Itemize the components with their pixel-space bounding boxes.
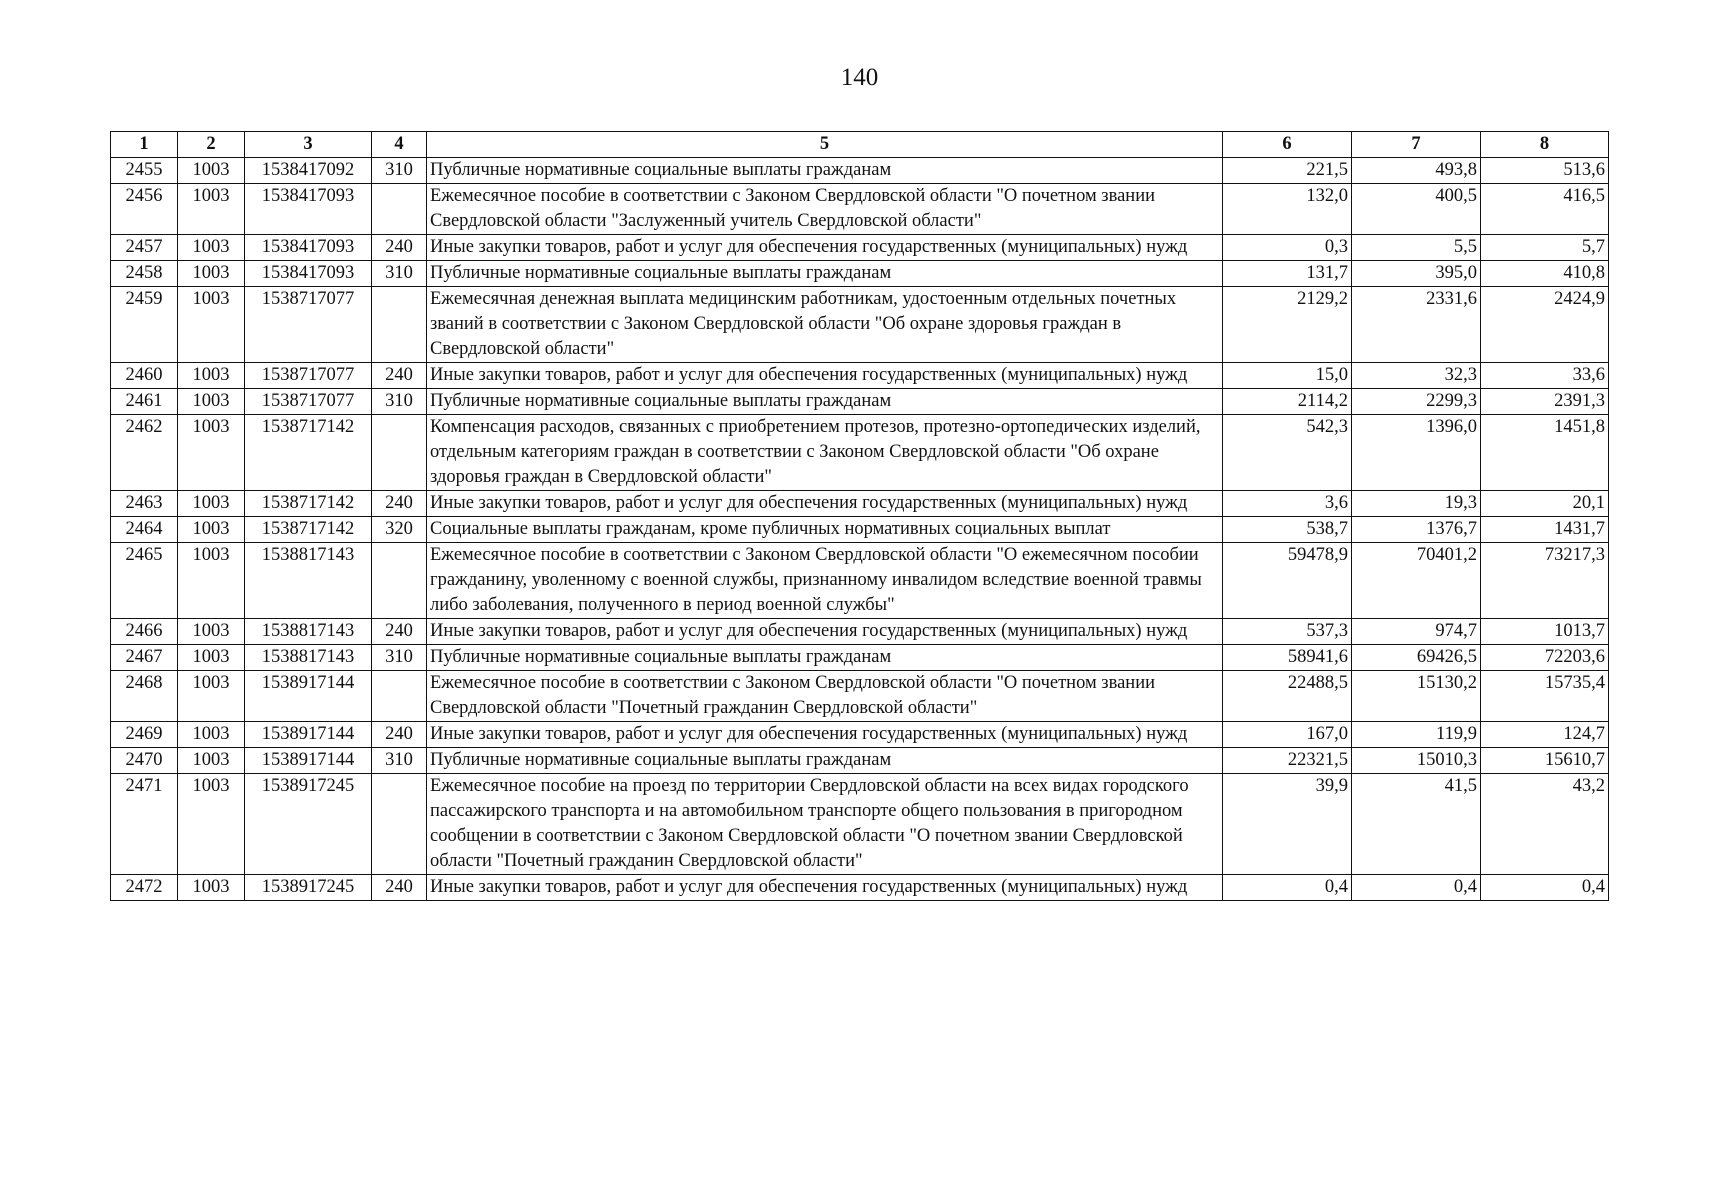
amount-col7-cell: 15130,2 — [1352, 671, 1481, 722]
amount-col6-cell: 0,3 — [1223, 235, 1352, 261]
amount-col7-cell: 69426,5 — [1352, 645, 1481, 671]
amount-col7-cell: 15010,3 — [1352, 748, 1481, 774]
amount-col7-cell: 1376,7 — [1352, 517, 1481, 543]
target-article-cell: 1538717142 — [245, 517, 372, 543]
row-number-cell: 2458 — [111, 261, 178, 287]
row-number-cell: 2459 — [111, 287, 178, 363]
header-cell-6: 6 — [1223, 132, 1352, 158]
table-row — [111, 722, 1609, 748]
expense-type-cell: 310 — [372, 389, 427, 415]
table-row — [111, 235, 1609, 261]
row-number-cell: 2469 — [111, 722, 178, 748]
amount-col6-cell: 39,9 — [1223, 774, 1352, 875]
expense-type-cell: 310 — [372, 645, 427, 671]
description-cell: Иные закупки товаров, работ и услуг для обеспечения государственных (муниципальных) нужд — [427, 722, 1223, 748]
amount-col8-cell: 2391,3 — [1481, 389, 1609, 415]
amount-col6-cell: 59478,9 — [1223, 543, 1352, 619]
amount-col7-cell: 400,5 — [1352, 184, 1481, 235]
amount-col7-cell: 32,3 — [1352, 363, 1481, 389]
expense-type-cell: 240 — [372, 491, 427, 517]
expense-type-cell — [372, 774, 427, 875]
target-article-cell: 1538817143 — [245, 645, 372, 671]
description-cell: Иные закупки товаров, работ и услуг для обеспечения государственных (муниципальных) нужд — [427, 491, 1223, 517]
row-number-cell: 2471 — [111, 774, 178, 875]
row-number-cell: 2463 — [111, 491, 178, 517]
expense-type-cell — [372, 671, 427, 722]
amount-col8-cell: 0,4 — [1481, 875, 1609, 901]
table-row — [111, 875, 1609, 901]
target-article-cell: 1538717142 — [245, 415, 372, 491]
amount-col8-cell: 1451,8 — [1481, 415, 1609, 491]
amount-col6-cell: 131,7 — [1223, 261, 1352, 287]
target-article-cell: 1538917144 — [245, 748, 372, 774]
amount-col8-cell: 20,1 — [1481, 491, 1609, 517]
header-cell-3: 3 — [245, 132, 372, 158]
amount-col6-cell: 537,3 — [1223, 619, 1352, 645]
amount-col8-cell: 15735,4 — [1481, 671, 1609, 722]
amount-col6-cell: 538,7 — [1223, 517, 1352, 543]
amount-col8-cell: 72203,6 — [1481, 645, 1609, 671]
table-row — [111, 389, 1609, 415]
amount-col8-cell: 43,2 — [1481, 774, 1609, 875]
amount-col7-cell: 41,5 — [1352, 774, 1481, 875]
expense-type-cell: 240 — [372, 363, 427, 389]
description-cell: Иные закупки товаров, работ и услуг для обеспечения государственных (муниципальных) нужд — [427, 363, 1223, 389]
description-cell: Ежемесячное пособие в соответствии с Законом Свердловской области "О почетном звании Свердловской области "Почетный гражданин Свердловской области" — [427, 671, 1223, 722]
page-number: 140 — [840, 64, 879, 91]
amount-col7-cell: 0,4 — [1352, 875, 1481, 901]
header-cell-5: 5 — [427, 132, 1223, 158]
section-code-cell: 1003 — [178, 363, 245, 389]
description-cell: Публичные нормативные социальные выплаты гражданам — [427, 645, 1223, 671]
amount-col8-cell: 2424,9 — [1481, 287, 1609, 363]
header-cell-1: 1 — [111, 132, 178, 158]
expense-type-cell: 310 — [372, 158, 427, 184]
row-number-cell: 2465 — [111, 543, 178, 619]
amount-col8-cell: 73217,3 — [1481, 543, 1609, 619]
description-cell: Иные закупки товаров, работ и услуг для обеспечения государственных (муниципальных) нужд — [427, 235, 1223, 261]
target-article-cell: 1538417092 — [245, 158, 372, 184]
expense-type-cell: 310 — [372, 261, 427, 287]
table-row — [111, 645, 1609, 671]
amount-col6-cell: 132,0 — [1223, 184, 1352, 235]
amount-col8-cell: 410,8 — [1481, 261, 1609, 287]
amount-col8-cell: 5,7 — [1481, 235, 1609, 261]
row-number-cell: 2464 — [111, 517, 178, 543]
amount-col7-cell: 2331,6 — [1352, 287, 1481, 363]
table-row — [111, 287, 1609, 363]
description-cell: Иные закупки товаров, работ и услуг для обеспечения государственных (муниципальных) нужд — [427, 619, 1223, 645]
target-article-cell: 1538917245 — [245, 875, 372, 901]
amount-col7-cell: 2299,3 — [1352, 389, 1481, 415]
expense-type-cell — [372, 287, 427, 363]
amount-col6-cell: 542,3 — [1223, 415, 1352, 491]
header-row — [111, 132, 1609, 158]
description-cell: Ежемесячное пособие на проезд по территории Свердловской области на всех видах городского пассажирского транспорта и на автомобильном транспорте общего пользования в пригородном сообщении в соответствии с Законом Свердловской области "О почетном звании Свердловской области "Почетный гражданин Свердловской области" — [427, 774, 1223, 875]
amount-col6-cell: 58941,6 — [1223, 645, 1352, 671]
target-article-cell: 1538917144 — [245, 722, 372, 748]
table-row — [111, 491, 1609, 517]
amount-col8-cell: 15610,7 — [1481, 748, 1609, 774]
description-cell: Публичные нормативные социальные выплаты гражданам — [427, 748, 1223, 774]
section-code-cell: 1003 — [178, 619, 245, 645]
expense-type-cell: 240 — [372, 619, 427, 645]
expense-type-cell: 240 — [372, 875, 427, 901]
header-cell-7: 7 — [1352, 132, 1481, 158]
table-row — [111, 158, 1609, 184]
table-row — [111, 748, 1609, 774]
description-cell: Ежемесячное пособие в соответствии с Законом Свердловской области "О ежемесячном пособии гражданину, уволенному с военной службы, признанному инвалидом вследствие военной травмы либо заболевания, полученного в период военной службы" — [427, 543, 1223, 619]
table-row — [111, 261, 1609, 287]
amount-col6-cell: 221,5 — [1223, 158, 1352, 184]
section-code-cell: 1003 — [178, 722, 245, 748]
target-article-cell: 1538817143 — [245, 543, 372, 619]
target-article-cell: 1538417093 — [245, 184, 372, 235]
amount-col7-cell: 119,9 — [1352, 722, 1481, 748]
amount-col7-cell: 70401,2 — [1352, 543, 1481, 619]
row-number-cell: 2472 — [111, 875, 178, 901]
header-cell-8: 8 — [1481, 132, 1609, 158]
row-number-cell: 2470 — [111, 748, 178, 774]
section-code-cell: 1003 — [178, 543, 245, 619]
amount-col6-cell: 2114,2 — [1223, 389, 1352, 415]
target-article-cell: 1538417093 — [245, 261, 372, 287]
description-cell: Социальные выплаты гражданам, кроме публичных нормативных социальных выплат — [427, 517, 1223, 543]
expense-type-cell: 240 — [372, 235, 427, 261]
expense-type-cell — [372, 184, 427, 235]
target-article-cell: 1538917144 — [245, 671, 372, 722]
amount-col8-cell: 416,5 — [1481, 184, 1609, 235]
description-cell: Публичные нормативные социальные выплаты гражданам — [427, 261, 1223, 287]
target-article-cell: 1538817143 — [245, 619, 372, 645]
amount-col6-cell: 3,6 — [1223, 491, 1352, 517]
section-code-cell: 1003 — [178, 235, 245, 261]
section-code-cell: 1003 — [178, 645, 245, 671]
section-code-cell: 1003 — [178, 671, 245, 722]
row-number-cell: 2460 — [111, 363, 178, 389]
expense-type-cell: 310 — [372, 748, 427, 774]
amount-col6-cell: 0,4 — [1223, 875, 1352, 901]
section-code-cell: 1003 — [178, 158, 245, 184]
amount-col7-cell: 493,8 — [1352, 158, 1481, 184]
expense-type-cell: 240 — [372, 722, 427, 748]
amount-col7-cell: 395,0 — [1352, 261, 1481, 287]
row-number-cell: 2466 — [111, 619, 178, 645]
amount-col6-cell: 167,0 — [1223, 722, 1352, 748]
amount-col8-cell: 1431,7 — [1481, 517, 1609, 543]
description-cell: Ежемесячное пособие в соответствии с Законом Свердловской области "О почетном звании Свердловской области "Заслуженный учитель Свердловской области" — [427, 184, 1223, 235]
amount-col8-cell: 1013,7 — [1481, 619, 1609, 645]
table-row — [111, 774, 1609, 875]
section-code-cell: 1003 — [178, 748, 245, 774]
amount-col7-cell: 19,3 — [1352, 491, 1481, 517]
amount-col7-cell: 5,5 — [1352, 235, 1481, 261]
table-row — [111, 517, 1609, 543]
description-cell: Компенсация расходов, связанных с приобретением протезов, протезно-ортопедических изделий, отдельным категориям граждан в соответствии с Законом Свердловской области "Об охране здоровья граждан в Свердловской области" — [427, 415, 1223, 491]
expense-type-cell: 320 — [372, 517, 427, 543]
section-code-cell: 1003 — [178, 774, 245, 875]
section-code-cell: 1003 — [178, 287, 245, 363]
table-row — [111, 184, 1609, 235]
table-row — [111, 543, 1609, 619]
amount-col8-cell: 33,6 — [1481, 363, 1609, 389]
description-cell: Публичные нормативные социальные выплаты гражданам — [427, 158, 1223, 184]
row-number-cell: 2467 — [111, 645, 178, 671]
row-number-cell: 2461 — [111, 389, 178, 415]
budget-table — [110, 131, 1609, 901]
target-article-cell: 1538417093 — [245, 235, 372, 261]
header-cell-4: 4 — [372, 132, 427, 158]
amount-col6-cell: 22488,5 — [1223, 671, 1352, 722]
target-article-cell: 1538717077 — [245, 389, 372, 415]
amount-col6-cell: 22321,5 — [1223, 748, 1352, 774]
amount-col7-cell: 974,7 — [1352, 619, 1481, 645]
target-article-cell: 1538717077 — [245, 287, 372, 363]
table-row — [111, 671, 1609, 722]
description-cell: Публичные нормативные социальные выплаты гражданам — [427, 389, 1223, 415]
table-row — [111, 363, 1609, 389]
row-number-cell: 2457 — [111, 235, 178, 261]
section-code-cell: 1003 — [178, 517, 245, 543]
section-code-cell: 1003 — [178, 491, 245, 517]
target-article-cell: 1538917245 — [245, 774, 372, 875]
amount-col6-cell: 2129,2 — [1223, 287, 1352, 363]
header-cell-2: 2 — [178, 132, 245, 158]
row-number-cell: 2456 — [111, 184, 178, 235]
amount-col7-cell: 1396,0 — [1352, 415, 1481, 491]
amount-col6-cell: 15,0 — [1223, 363, 1352, 389]
section-code-cell: 1003 — [178, 415, 245, 491]
expense-type-cell — [372, 415, 427, 491]
description-cell: Ежемесячная денежная выплата медицинским работникам, удостоенным отдельных почетных званий в соответствии с Законом Свердловской области "Об охране здоровья граждан в Свердловской области" — [427, 287, 1223, 363]
table-row — [111, 415, 1609, 491]
amount-col8-cell: 124,7 — [1481, 722, 1609, 748]
section-code-cell: 1003 — [178, 261, 245, 287]
expense-type-cell — [372, 543, 427, 619]
section-code-cell: 1003 — [178, 875, 245, 901]
row-number-cell: 2462 — [111, 415, 178, 491]
row-number-cell: 2468 — [111, 671, 178, 722]
description-cell: Иные закупки товаров, работ и услуг для обеспечения государственных (муниципальных) нужд — [427, 875, 1223, 901]
section-code-cell: 1003 — [178, 389, 245, 415]
section-code-cell: 1003 — [178, 184, 245, 235]
table-row — [111, 619, 1609, 645]
amount-col8-cell: 513,6 — [1481, 158, 1609, 184]
row-number-cell: 2455 — [111, 158, 178, 184]
target-article-cell: 1538717077 — [245, 363, 372, 389]
target-article-cell: 1538717142 — [245, 491, 372, 517]
